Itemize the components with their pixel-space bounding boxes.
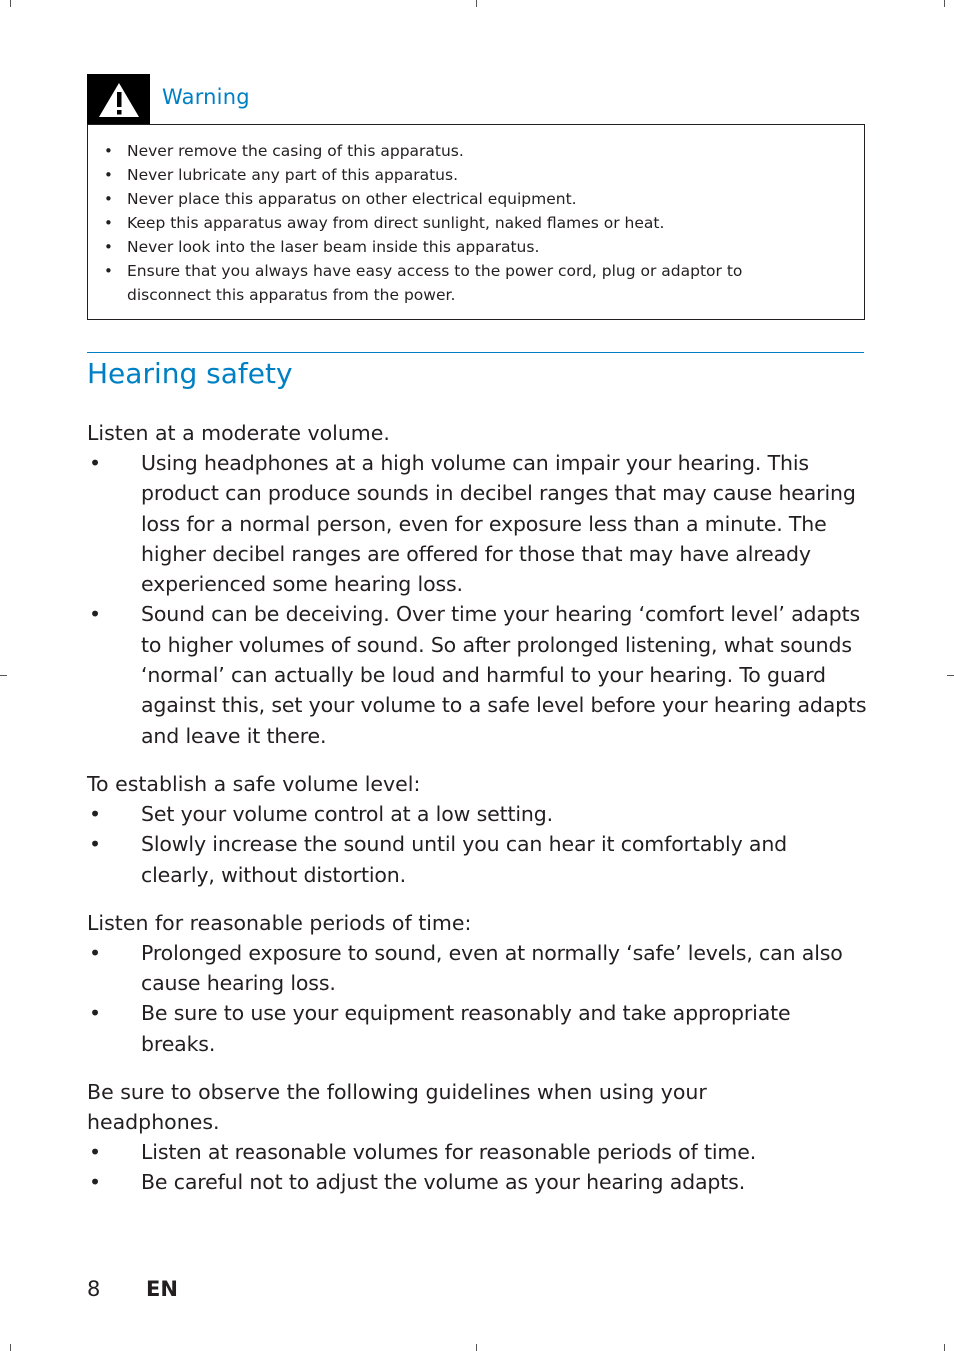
crop-mark (0, 675, 7, 676)
group-heading: Be sure to observe the following guidelines when using your headphones. (87, 1080, 707, 1135)
bullet-text: Set your volume control at a low setting. (141, 801, 553, 826)
guideline-group (87, 769, 867, 890)
group-heading: To establish a safe volume level: (87, 771, 421, 796)
warning-item-text: Never look into the laser beam inside this apparatus. (127, 238, 540, 256)
bullet-text: Be sure to use your equipment reasonably and take appropriate breaks. (141, 1001, 791, 1056)
warning-item-text: Keep this apparatus away from direct sunlight, naked flames or heat. (127, 214, 665, 232)
warning-item-text: Never remove the casing of this apparatus. (127, 142, 464, 160)
bullet: • (89, 1001, 101, 1026)
warning-triangle-icon (97, 81, 141, 119)
warning-icon-box (87, 74, 150, 125)
bullet: • (104, 238, 113, 256)
bullet-text: Listen at reasonable volumes for reasonable periods of time. (141, 1140, 757, 1165)
bullet-item (87, 938, 867, 999)
bullet: • (104, 262, 113, 280)
bullet-text: Sound can be deceiving. Over time your hearing ‘comfort level’ adapts to higher volumes of sound. So after prolonged listening, what sounds ‘normal’ can actually be loud and harmful to your hearing. To guard against this, set your volume to a safe level before your hearing adapts and leave it there. (141, 602, 867, 748)
bullet-text: Prolonged exposure to sound, even at normally ‘safe’ levels, can also cause hearing loss. (141, 940, 843, 996)
bullet-text: Slowly increase the sound until you can hear it comfortably and clearly, without distortion. (141, 832, 788, 887)
crop-mark (947, 675, 954, 676)
bullet-text: Be careful not to adjust the volume as your hearing adapts. (141, 1170, 746, 1195)
warning-item (88, 187, 864, 211)
warning-item (88, 235, 864, 259)
group-heading: Listen at a moderate volume. (87, 421, 390, 445)
warning-item-text: Ensure that you always have easy access to the power cord, plug or adaptor to disconnect this apparatus from the power. (127, 262, 743, 304)
bullet: • (104, 214, 113, 232)
crop-mark (10, 1344, 11, 1351)
bullet-list (87, 799, 867, 890)
section-title: Hearing safety (87, 357, 293, 390)
bullet-item (87, 1167, 867, 1197)
bullet: • (89, 832, 101, 857)
page-number: 8 (87, 1277, 101, 1301)
bullet-list (87, 1137, 867, 1198)
bullet-item (87, 998, 867, 1059)
warning-list (88, 139, 864, 307)
bullet-item (87, 829, 867, 890)
bullet-list (87, 448, 867, 751)
guideline-group (87, 418, 867, 751)
bullet: • (104, 190, 113, 208)
bullet: • (89, 940, 101, 965)
warning-item (88, 259, 864, 307)
bullet: • (104, 166, 113, 184)
crop-mark (10, 0, 11, 7)
guideline-group (87, 1077, 867, 1198)
warning-item (88, 211, 864, 235)
bullet-item (87, 599, 867, 750)
bullet-item (87, 1137, 867, 1167)
bullet-item (87, 448, 867, 599)
warning-item-text: Never place this apparatus on other electrical equipment. (127, 190, 577, 208)
bullet: • (89, 1140, 101, 1165)
language-label: EN (146, 1277, 178, 1301)
guideline-group (87, 908, 867, 1059)
warning-item (88, 139, 864, 163)
bullet: • (89, 1170, 101, 1195)
bullet-text: Using headphones at a high volume can impair your hearing. This product can produce sounds in decibel ranges that may cause hearing loss for a normal person, even for exposure less than a minute. The higher decibel ranges are offered for those that may have already experienced some hearing loss. (141, 451, 856, 597)
bullet-item (87, 799, 867, 829)
crop-mark (476, 0, 477, 7)
warning-box (87, 124, 865, 320)
bullet: • (104, 142, 113, 160)
bullet: • (89, 451, 101, 475)
section-rule (87, 352, 864, 353)
crop-mark (944, 0, 945, 7)
crop-mark (476, 1344, 477, 1351)
warning-item (88, 163, 864, 187)
bullet-list (87, 938, 867, 1059)
section-content (87, 418, 867, 1198)
warning-title: Warning (162, 85, 250, 109)
group-heading: Listen for reasonable periods of time: (87, 910, 472, 935)
warning-item-text: Never lubricate any part of this apparatus. (127, 166, 459, 184)
crop-mark (944, 1344, 945, 1351)
bullet: • (89, 801, 101, 826)
bullet: • (89, 602, 101, 627)
